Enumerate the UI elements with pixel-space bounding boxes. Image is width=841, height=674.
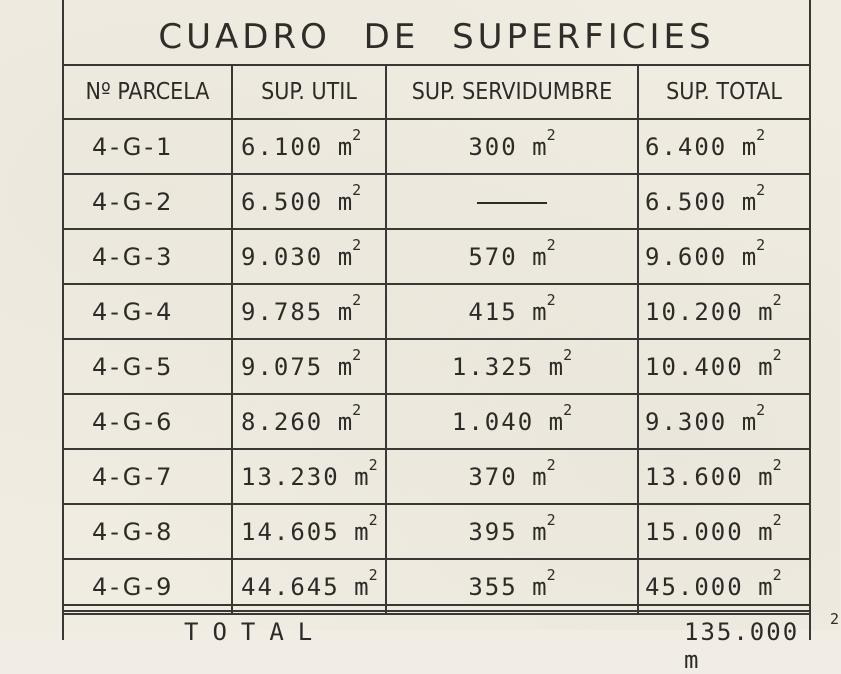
cell-servidumbre [386, 174, 638, 229]
cell-util-value: 13.230 [241, 463, 340, 491]
unit-label [548, 401, 573, 436]
unit-exponent: 2 [756, 236, 766, 254]
unit-label [337, 401, 362, 436]
table-row [64, 504, 809, 559]
cell-total-value: 10.400 [645, 353, 744, 381]
unit-exponent: 2 [756, 126, 766, 144]
total-amount-unit: m [684, 646, 701, 674]
unit-exponent: 2 [772, 456, 782, 474]
unit-label [337, 181, 362, 216]
cell-parcel: 4-G-2 [64, 174, 232, 229]
cell-total-value: 9.300 [645, 408, 728, 436]
unit-label [354, 456, 378, 491]
cell-total-value: 6.500 [645, 188, 728, 216]
unit-exponent: 2 [352, 236, 362, 254]
cell-util [232, 284, 386, 339]
unit-exponent: 2 [563, 346, 573, 364]
cell-total-value: 10.200 [645, 298, 744, 326]
cell-util-value: 8.260 [241, 408, 324, 436]
unit-symbol: m [741, 408, 757, 436]
cell-servidumbre-value: 355 [468, 573, 518, 601]
unit-symbol: m [532, 298, 547, 326]
unit-exponent: 2 [352, 401, 362, 419]
cell-parcel: 4-G-8 [64, 504, 232, 559]
cell-servidumbre [386, 119, 638, 174]
unit-exponent: 2 [368, 566, 378, 584]
unit-symbol: m [337, 188, 353, 216]
unit-exponent: 2 [352, 126, 362, 144]
cell-util-value: 14.605 [241, 518, 340, 546]
unit-exponent: 2 [772, 346, 782, 364]
cell-util [232, 504, 386, 559]
cell-parcel: 4-G-3 [64, 229, 232, 284]
total-label: TOTAL [184, 618, 327, 646]
cell-servidumbre [386, 449, 638, 504]
cell-total [638, 504, 809, 559]
total-separator [64, 604, 809, 612]
unit-label [532, 456, 556, 491]
unit-exponent: 2 [546, 511, 556, 529]
cell-parcel: 4-G-7 [64, 449, 232, 504]
header-total: SUP. TOTAL [638, 65, 809, 119]
cell-total [638, 229, 809, 284]
total-amount [684, 610, 841, 674]
unit-symbol: m [532, 573, 547, 601]
unit-symbol: m [354, 463, 369, 491]
unit-label [741, 181, 766, 216]
cell-total-value: 13.600 [645, 463, 744, 491]
header-row [64, 65, 809, 119]
cell-servidumbre-value: 570 [468, 243, 518, 271]
cell-servidumbre-value: 370 [468, 463, 518, 491]
cell-servidumbre-value: 1.040 [451, 408, 535, 436]
cell-servidumbre [386, 394, 638, 449]
unit-symbol: m [548, 353, 564, 381]
cell-util-value: 9.075 [241, 353, 324, 381]
unit-exponent: 2 [352, 291, 362, 309]
unit-exponent: 2 [368, 511, 378, 529]
unit-exponent: 2 [756, 181, 766, 199]
cell-util-value: 9.785 [241, 298, 324, 326]
unit-symbol: m [337, 243, 353, 271]
cell-util-value: 6.500 [241, 188, 324, 216]
unit-symbol: m [741, 133, 757, 161]
unit-label [548, 346, 573, 381]
unit-exponent: 2 [368, 456, 378, 474]
unit-label [758, 566, 782, 601]
unit-label [532, 126, 556, 161]
cell-total-value: 6.400 [645, 133, 728, 161]
unit-symbol: m [532, 463, 547, 491]
cell-parcel: 4-G-4 [64, 284, 232, 339]
cell-util [232, 229, 386, 284]
cell-servidumbre [386, 229, 638, 284]
cell-servidumbre-value: 300 [468, 133, 518, 161]
unit-symbol: m [532, 133, 547, 161]
cell-parcel: 4-G-1 [64, 119, 232, 174]
unit-symbol: m [758, 463, 773, 491]
unit-label [758, 456, 782, 491]
unit-symbol: m [337, 353, 353, 381]
total-amount-exp: 2 [830, 610, 841, 628]
unit-symbol: m [741, 188, 757, 216]
cell-total [638, 339, 809, 394]
empty-dash [477, 202, 547, 204]
unit-symbol: m [758, 353, 773, 381]
total-amount-value: 135.000 [684, 618, 800, 646]
cell-util-value: 44.645 [241, 573, 340, 601]
cell-parcel: 4-G-9 [64, 559, 232, 614]
table-row [64, 394, 809, 449]
cell-servidumbre [386, 339, 638, 394]
unit-exponent: 2 [352, 181, 362, 199]
unit-symbol: m [354, 518, 369, 546]
unit-label [337, 236, 362, 271]
unit-label [532, 291, 556, 326]
cell-total [638, 449, 809, 504]
unit-symbol: m [532, 518, 547, 546]
total-row [124, 610, 841, 674]
unit-label [532, 511, 556, 546]
cell-total-value: 45.000 [645, 573, 744, 601]
table-row [64, 339, 809, 394]
unit-exponent: 2 [546, 236, 556, 254]
cell-util [232, 174, 386, 229]
table-row [64, 229, 809, 284]
table-row [64, 449, 809, 504]
unit-exponent: 2 [772, 291, 782, 309]
cell-util [232, 394, 386, 449]
unit-exponent: 2 [756, 401, 766, 419]
unit-label [741, 401, 766, 436]
cell-util-value: 9.030 [241, 243, 324, 271]
unit-label [532, 236, 556, 271]
cell-util-value: 6.100 [241, 133, 324, 161]
cell-util [232, 119, 386, 174]
cell-util [232, 339, 386, 394]
unit-symbol: m [741, 243, 757, 271]
unit-symbol: m [354, 573, 369, 601]
unit-label [354, 511, 378, 546]
cell-total [638, 174, 809, 229]
unit-exponent: 2 [563, 401, 573, 419]
unit-symbol: m [337, 298, 353, 326]
table-row [64, 284, 809, 339]
unit-exponent: 2 [546, 291, 556, 309]
cell-total [638, 284, 809, 339]
unit-symbol: m [337, 133, 353, 161]
unit-exponent: 2 [546, 456, 556, 474]
unit-label [758, 346, 782, 381]
unit-label [337, 346, 362, 381]
table-row [64, 119, 809, 174]
unit-exponent: 2 [546, 566, 556, 584]
surface-table [64, 64, 809, 615]
cell-total-value: 9.600 [645, 243, 728, 271]
cell-servidumbre-value: 395 [468, 518, 518, 546]
unit-symbol: m [758, 298, 773, 326]
unit-symbol: m [337, 408, 353, 436]
cell-parcel: 4-G-5 [64, 339, 232, 394]
unit-symbol: m [758, 518, 773, 546]
cell-servidumbre [386, 504, 638, 559]
header-util: SUP. UTIL [232, 65, 386, 119]
header-servidumbre: SUP. SERVIDUMBRE [386, 65, 638, 119]
unit-symbol: m [532, 243, 547, 271]
unit-label [758, 511, 782, 546]
unit-label [337, 126, 362, 161]
surface-table-sheet [62, 0, 841, 674]
table-row [64, 174, 809, 229]
unit-label [354, 566, 378, 601]
unit-exponent: 2 [352, 346, 362, 364]
unit-exponent: 2 [772, 566, 782, 584]
cell-total-value: 15.000 [645, 518, 744, 546]
unit-symbol: m [548, 408, 564, 436]
cell-servidumbre-value: 1.325 [451, 353, 535, 381]
table-title: CUADRO DE SUPERFICIES [158, 17, 715, 57]
unit-exponent: 2 [772, 511, 782, 529]
unit-symbol: m [758, 573, 773, 601]
cell-util [232, 449, 386, 504]
unit-label [758, 291, 782, 326]
cell-servidumbre [386, 284, 638, 339]
cell-servidumbre-value: 415 [468, 298, 518, 326]
unit-exponent: 2 [546, 126, 556, 144]
cell-total [638, 394, 809, 449]
unit-label [741, 236, 766, 271]
header-parcel: Nº PARCELA [64, 65, 232, 119]
unit-label [337, 291, 362, 326]
unit-label [741, 126, 766, 161]
cell-total [638, 119, 809, 174]
unit-label [532, 566, 556, 601]
cell-parcel: 4-G-6 [64, 394, 232, 449]
